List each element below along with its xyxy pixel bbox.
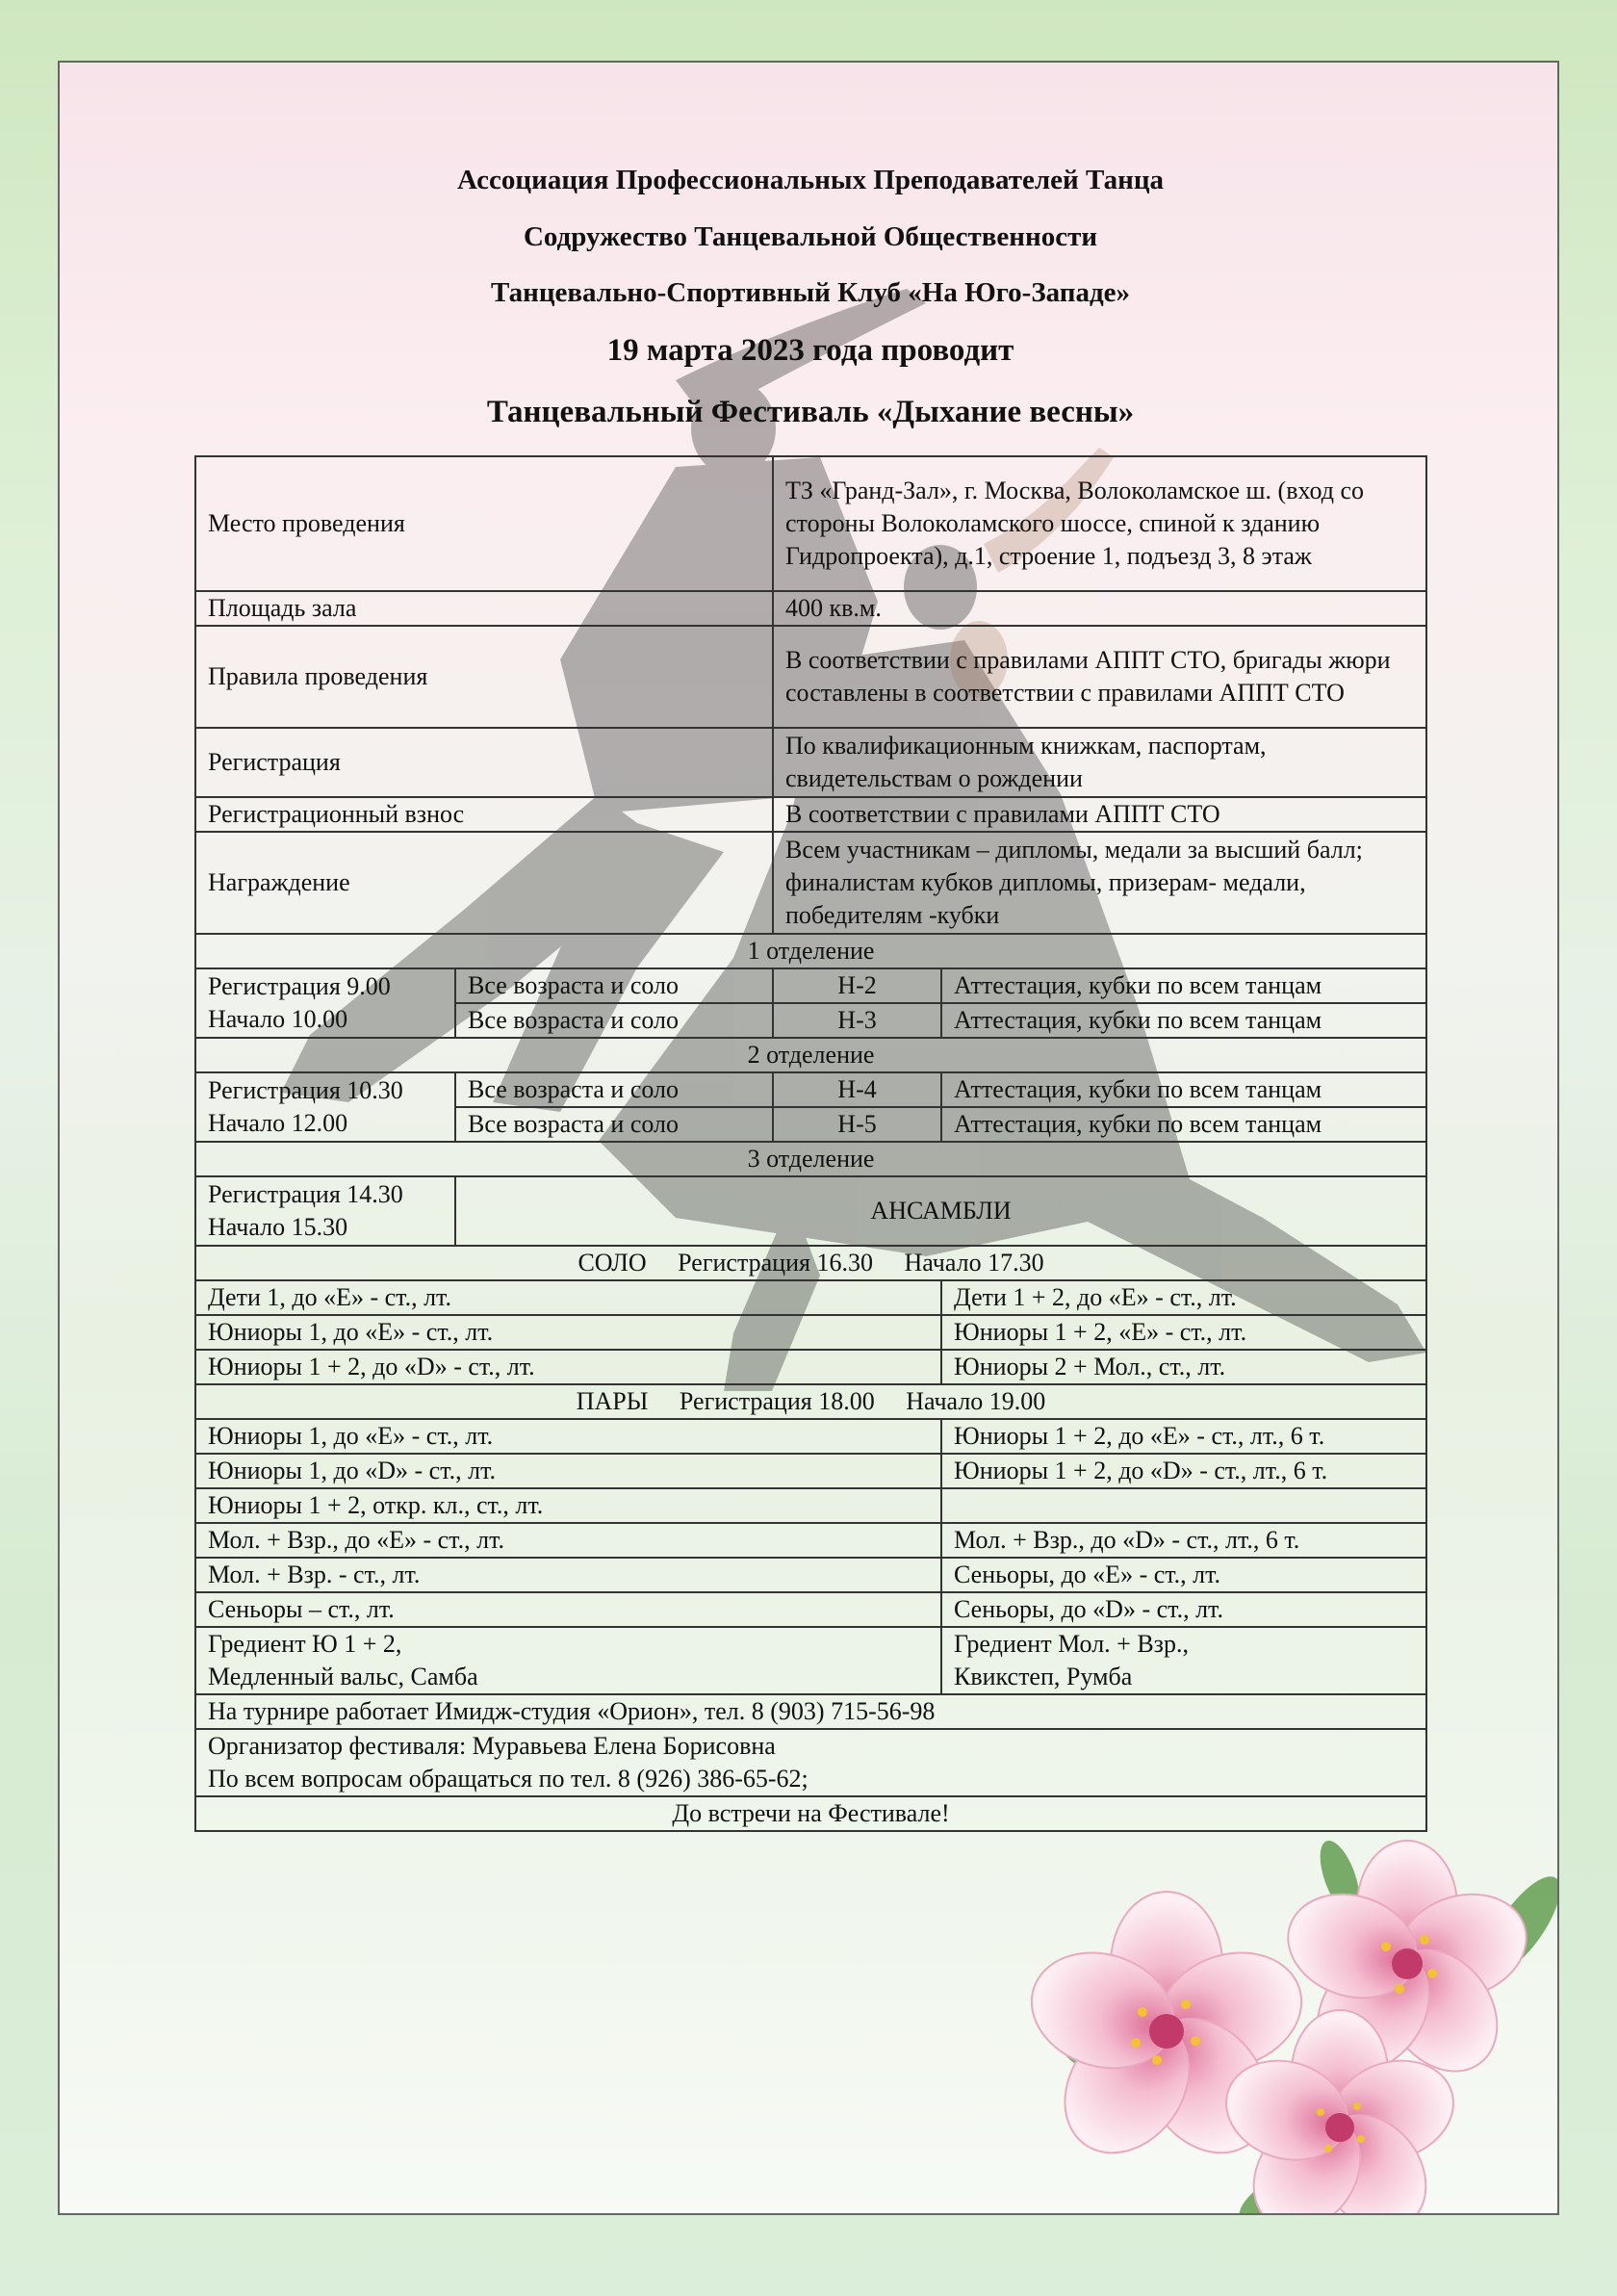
pairs-left: Мол. + Взр., до «Е» - ст., лт.	[195, 1523, 941, 1558]
table-row	[195, 968, 1426, 1003]
award-label: Награждение	[195, 832, 773, 934]
registration-value: По квалификационным книжкам, паспортам, свидетельствам о рождении	[773, 728, 1426, 797]
pairs-right: Юниоры 1 + 2, до «Е» - ст., лт., 6 т.	[941, 1419, 1426, 1454]
section-2-start: Начало 12.00	[208, 1109, 348, 1137]
program-desc: Аттестация, кубки по всем танцам	[941, 968, 1426, 1003]
age-group: Все возраста и соло	[455, 968, 773, 1003]
section-3-registration: Регистрация 14.30	[208, 1180, 403, 1208]
festival-info-table	[194, 455, 1427, 1832]
table-row	[195, 1454, 1426, 1488]
flower-decoration-image	[1022, 1839, 1559, 2215]
event-date: 19 марта 2023 года проводит	[606, 333, 1014, 368]
pairs-left: Юниоры 1 + 2, откр. кл., ст., лт.	[195, 1488, 941, 1523]
pairs-right: Сеньоры, до «D» - ст., лт.	[941, 1592, 1426, 1627]
table-row	[195, 1523, 1426, 1558]
section-3-start: Начало 15.30	[208, 1213, 348, 1241]
solo-right: Юниоры 1 + 2, «Е» - ст., лт.	[941, 1315, 1426, 1350]
pairs-left: Юниоры 1, до «Е» - ст., лт.	[195, 1419, 941, 1454]
table-row	[195, 1419, 1426, 1454]
section-header	[195, 934, 1426, 968]
section-1-start: Начало 10.00	[208, 1005, 348, 1033]
section-1-registration: Регистрация 9.00	[208, 972, 391, 1000]
section-header	[195, 1038, 1426, 1072]
association-title: Ассоциация Профессиональных Преподавателей Танца	[456, 165, 1165, 195]
program-desc: Аттестация, кубки по всем танцам	[941, 1003, 1426, 1038]
table-row	[195, 832, 1426, 934]
table-row	[195, 1350, 1426, 1384]
area-value: 400 кв.м.	[773, 591, 1426, 626]
class-level: Н-4	[773, 1072, 941, 1107]
gradient-right-dances: Квикстеп, Румба	[954, 1663, 1133, 1690]
gradient-left-dances: Медленный вальс, Самба	[208, 1663, 478, 1690]
table-row	[195, 1488, 1426, 1523]
studio-info: На турнире работает Имидж-студия «Орион», тел. 8 (903) 715-56-98	[195, 1694, 1426, 1729]
class-level: Н-3	[773, 1003, 941, 1038]
section-3-time	[195, 1176, 455, 1246]
commonwealth-title: Содружество Танцевальной Общественности	[523, 221, 1098, 252]
rules-label: Правила проведения	[195, 626, 773, 728]
gradient-left	[195, 1627, 941, 1694]
section-1-time	[195, 968, 455, 1038]
section-2-title: 2 отделение	[195, 1038, 1426, 1072]
pairs-left: Сеньоры – ст., лт.	[195, 1592, 941, 1627]
venue-value: ТЗ «Гранд-Зал», г. Москва, Волоколамское ш. (вход со стороны Волоколамского шоссе, спиной к зданию Гидропроекта), д.1, строение 1, подъезд 3, 8 этаж	[773, 456, 1426, 591]
fee-value: В соответствии с правилами АППТ СТО	[773, 797, 1426, 832]
solo-left: Юниоры 1, до «Е» - ст., лт.	[195, 1315, 941, 1350]
table-row	[195, 1592, 1426, 1627]
table-row	[195, 1072, 1426, 1107]
pairs-right: Юниоры 1 + 2, до «D» - ст., лт., 6 т.	[941, 1454, 1426, 1488]
gradient-right-category: Гредиент Мол. + Взр.,	[954, 1630, 1189, 1658]
venue-label: Место проведения	[195, 456, 773, 591]
section-2-time	[195, 1072, 455, 1142]
program-desc: Аттестация, кубки по всем танцам	[941, 1072, 1426, 1107]
section-2-registration: Регистрация 10.30	[208, 1076, 403, 1104]
pairs-left: Юниоры 1, до «D» - ст., лт.	[195, 1454, 941, 1488]
table-row	[195, 728, 1426, 797]
solo-left: Юниоры 1 + 2, до «D» - ст., лт.	[195, 1350, 941, 1384]
table-row	[195, 1280, 1426, 1315]
solo-right: Юниоры 2 + Мол., ст., лт.	[941, 1350, 1426, 1384]
table-row	[195, 591, 1426, 626]
pairs-right: Сеньоры, до «Е» - ст., лт.	[941, 1558, 1426, 1592]
age-group: Все возраста и соло	[455, 1107, 773, 1142]
ensembles-value: АНСАМБЛИ	[455, 1176, 1426, 1246]
program-desc: Аттестация, кубки по всем танцам	[941, 1107, 1426, 1142]
area-label: Площадь зала	[195, 591, 773, 626]
pairs-title: ПАРЫ Регистрация 18.00 Начало 19.00	[195, 1384, 1426, 1419]
festival-title: Танцевальный Фестиваль «Дыхание весны»	[486, 395, 1135, 429]
section-header	[195, 1384, 1426, 1419]
organizer-info	[195, 1729, 1426, 1796]
age-group: Все возраста и соло	[455, 1072, 773, 1107]
contact-phone: По всем вопросам обращаться по тел. 8 (926) 386-65-62;	[208, 1765, 808, 1793]
fee-label: Регистрационный взнос	[195, 797, 773, 832]
age-group: Все возраста и соло	[455, 1003, 773, 1038]
table-row	[195, 1796, 1426, 1831]
gradient-right	[941, 1627, 1426, 1694]
table-row	[195, 1729, 1426, 1796]
pairs-right: Мол. + Взр., до «D» - ст., лт., 6 т.	[941, 1523, 1426, 1558]
section-header	[195, 1246, 1426, 1280]
table-row	[195, 1558, 1426, 1592]
class-level: Н-2	[773, 968, 941, 1003]
award-value: Всем участникам – дипломы, медали за высший балл; финалистам кубков дипломы, призерам- медали, победителям -кубки	[773, 832, 1426, 934]
solo-right: Дети 1 + 2, до «Е» - ст., лт.	[941, 1280, 1426, 1315]
table-row	[195, 456, 1426, 591]
pairs-right	[941, 1488, 1426, 1523]
rules-value: В соответствии с правилами АППТ СТО, бригады жюри составлены в соответствии с правилами АППТ СТО	[773, 626, 1426, 728]
table-row	[195, 1627, 1426, 1694]
pairs-left: Мол. + Взр. - ст., лт.	[195, 1558, 941, 1592]
farewell: До встречи на Фестивале!	[195, 1796, 1426, 1831]
gradient-left-category: Гредиент Ю 1 + 2,	[208, 1630, 402, 1658]
table-row	[195, 1315, 1426, 1350]
poster-page	[58, 61, 1559, 2215]
solo-left: Дети 1, до «Е» - ст., лт.	[195, 1280, 941, 1315]
class-level: Н-5	[773, 1107, 941, 1142]
table-row	[195, 1176, 1426, 1246]
club-title: Танцевально-Спортивный Клуб «На Юго-Западе»	[490, 277, 1131, 308]
table-row	[195, 797, 1426, 832]
registration-label: Регистрация	[195, 728, 773, 797]
section-3-title: 3 отделение	[195, 1142, 1426, 1176]
section-header	[195, 1142, 1426, 1176]
table-row	[195, 1694, 1426, 1729]
table-row	[195, 626, 1426, 728]
section-1-title: 1 отделение	[195, 934, 1426, 968]
solo-title: СОЛО Регистрация 16.30 Начало 17.30	[195, 1246, 1426, 1280]
organizer-name: Организатор фестиваля: Муравьева Елена Борисовна	[208, 1732, 776, 1760]
